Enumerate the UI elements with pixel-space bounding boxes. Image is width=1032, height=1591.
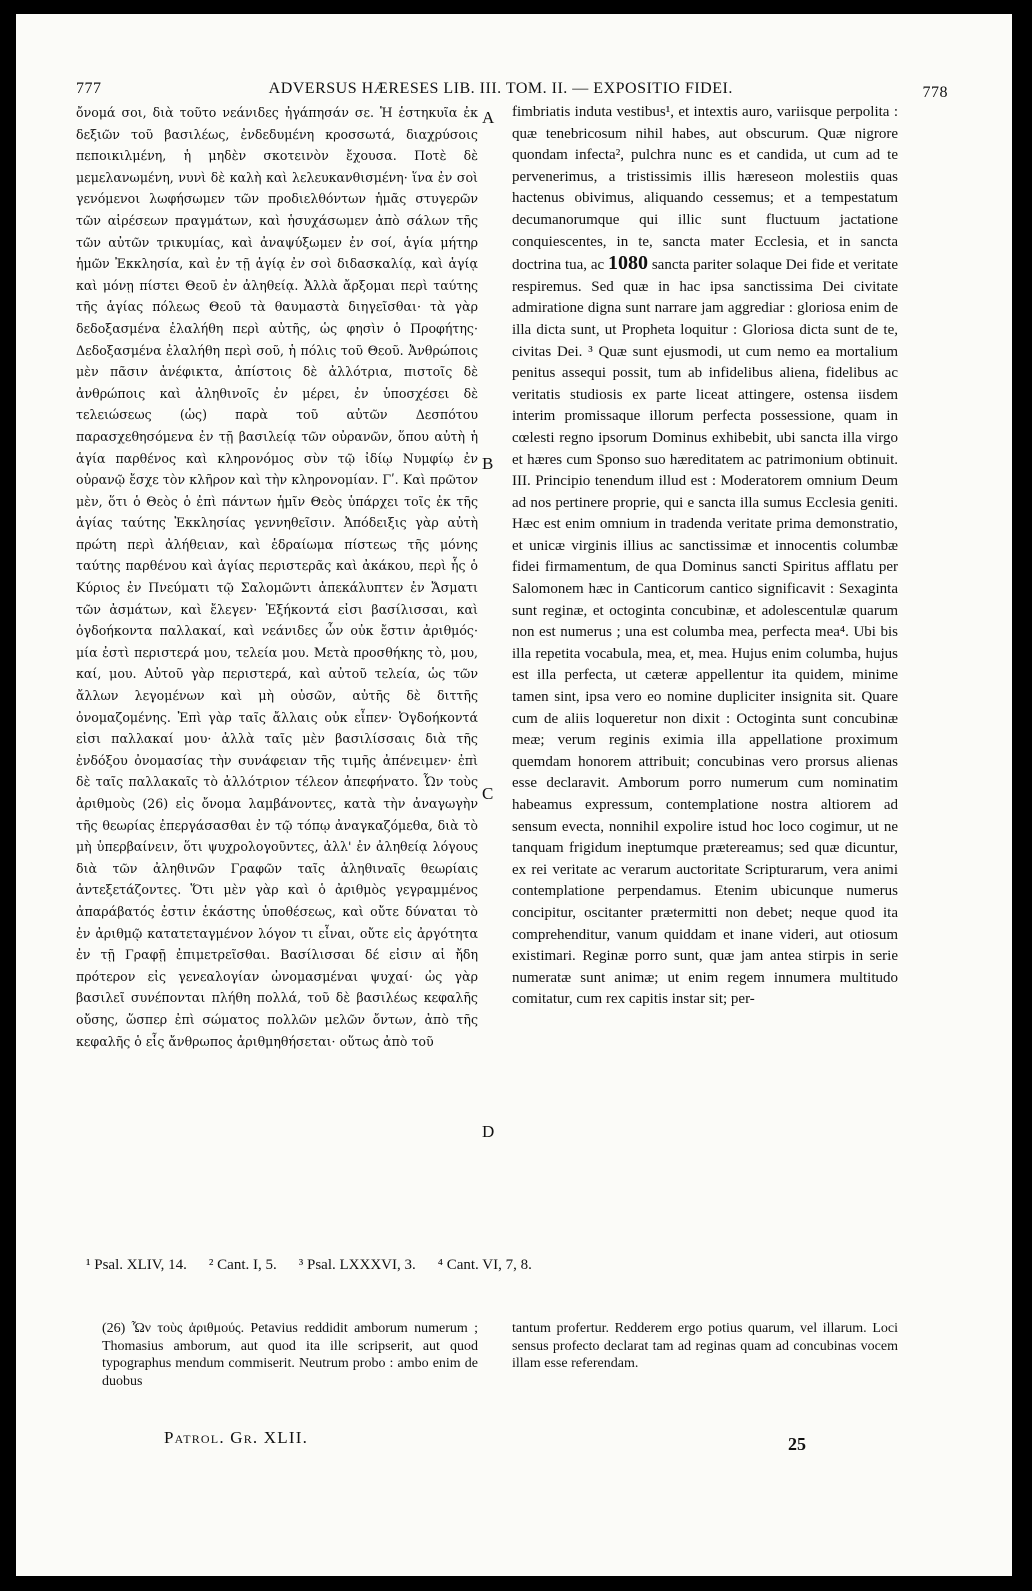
latin-text-part2: sancta pariter solaque Dei fide et veritate respiremus. Sed quæ in hac ipsa sanctissima Dei civitate admiratione digna sunt narrare jam aggrediar : gloriosa enim de illa dicta sunt, ut Propheta loquitur : Gloriosa dicta sunt de te, civitas Dei. ³ Quæ sunt ejusmodi, ut cum nemo ea mortalium penitus assequi possit, tum ab infidelibus aliena, fidelibus ac veritatis studiosis ex parte liceat attingere, ostensa iisdem interim promissaque illorum perfecta possessione, quam in cœlesti regno ipsorum Dominus exhibebit, ubi sancta illa virgo et hæres cum Sponso suo hæreditatem ac patrimonium obtinuit. III. Principio tenendum illud est : Moderatorem omnium Deum ad nos pertinere proprie, qui e sancta illa sumus Ecclesia geniti. Hæc est enim omnium in tradenda veritate prima demonstratio, et unicæ virginis illius ac sanctissimæ et innocentis columbæ fidei firmamentum, de qua Dominus sancti Spiritus afflatu per Salomonem hæc in Canticorum cantico significavit : Sexaginta sunt reginæ, et octoginta concubinæ, et adolescentulæ quarum non est numerus ; una est columba mea, perfecta mea⁴. Ubi bis illa repetita vocabula, mea, et, mea. Hujus enim columba, hujus est illa perfecta, ut cæteræ appellentur ita quidem, minime tamen sint, ipsa vero eo nomine dupliciter insignita sit. Quare cum de aliis loqueretur non dixit : Octoginta sunt concubinæ meæ; verum reginis eximia illa appellatione proximum quemdam honorem attribuit; concubinas vero prorsus alienas esse declaravit. Amborum porro numerum cum nominatim habeamus expressum, contemplatione nostra altiorem ad sensum evecta, nonnihil expolire istud hoc loco cogimur, ut ne tanquam frigidum ineptumque prætereamus; sed quæ dicuntur, ex rei veritate ac verarum auctoritate Scripturarum, vera animi contemplatione perpendamus. Etenim ubicunque numerus concipitur, oscitanter prætermitti non debet; neque quod ita comprehenditur, vanum quiddam et inane videri, aut otiosum existimari. Reginæ porro sunt, quæ jam antea stirpis in serie numeratæ sunt animæ; ut enim regem innumera multitudo comitatur, cum rex capitis instar sit; per- — [512, 257, 898, 1008]
footnote-2: ² Cant. I, 5. — [208, 1257, 277, 1273]
margin-marker-c: C — [482, 784, 494, 803]
page — [16, 14, 1012, 1576]
signature-number: 25 — [788, 1434, 806, 1454]
latin-text — [512, 102, 898, 1011]
margin-marker-a: A — [482, 108, 495, 127]
running-header — [76, 80, 948, 101]
margin-marker-b: B — [482, 454, 494, 473]
footnote-1: ¹ Psal. XLIV, 14. — [86, 1257, 187, 1273]
margin-marker-d: D — [482, 1122, 495, 1141]
page-number-left: 777 — [76, 80, 102, 97]
editor-note-left: (26) Ὧν τοὺς ἀριθμούς. Petavius reddidit amborum numerum ; Thomasius amborum, aut quod ita ille scripserit, aut quod typographus mendum commiserit. Neutrum probo : ambo enim de duobus — [102, 1321, 478, 1389]
column-number: 1080 — [608, 252, 649, 275]
footnote-3: ³ Psal. LXXXVI, 3. — [298, 1257, 416, 1273]
editor-note-right: tantum profertur. Redderem ergo potius quarum, vel illarum. Loci sensus profecto declarat tam ad reginas quam ad concubinas vocem illam esse referendam. — [512, 1321, 898, 1371]
greek-text: ὄνομά σοι, διὰ τοῦτο νεάνιδες ἠγάπησάν σε. Ἡ ἑστηκυῖα ἐκ δεξιῶν τοῦ βασιλέως, ἐνδεδυμένη κροσσωτά, διαχρύσοις πεποικιλμένη, ἡ μηδὲν σκοτεινὸν ἔχουσα. Ποτὲ δὲ μεμελανωμένη, νυνὶ δὲ καλὴ καὶ λελευκανθισμένη· ἵνα ἐν σοὶ γενόμενοι λωφήσωμεν τῶν προδιελθόντων ἡμᾶς στυγερῶν τῶν αἱρέσεων πραγμάτων, καὶ ἡσυχάσωμεν ἀπὸ σάλων τῆς τῶν αὐτῶν τρικυμίας, καὶ ἀναψύξωμεν ἐν σοί, ἁγία μήτηρ ἡμῶν Ἐκκλησία, καὶ ἐν τῇ ἁγίᾳ ἐν σοὶ διδασκαλίᾳ, καὶ ἁγίᾳ καὶ μόνῃ πίστει Θεοῦ ἐν ἀληθείᾳ. Ἀλλὰ ἄρξομαι περὶ ταύτης τῆς ἁγίας πόλεως Θεοῦ τὰ θαυμαστὰ διηγεῖσθαι· τὰ γὰρ δεδοξασμένα ἐλαλήθη περὶ αὐτῆς, ὡς φησὶν ὁ Προφήτης· Δεδοξασμένα ἐλαλήθη περὶ σοῦ, ἡ πόλις τοῦ Θεοῦ. Ἀνθρώποις μὲν πᾶσιν ἀνέφικτα, ἀπίστοις δὲ ἀλλότρια, πιστοῖς δὲ ἀνθρώποις καὶ ἀληθινοῖς ἐν μέρει, ἐν ὑποσχέσει δὲ τελειώσεως (ὡς) παρὰ τοῦ αὐτῶν Δεσπότου παρασχεθησόμενα ἐν τῇ βασιλείᾳ τῶν οὐρανῶν, ὅπου αὐτὴ ἡ ἁγία παρθένος καὶ κληρονόμος σὺν τῷ ἰδίῳ Νυμφίῳ ἐν οὐρανῷ ἔσχε τὸν κλῆρον καὶ τὴν κληρονομίαν. Γʹ. Καὶ πρῶτον μὲν, ὅτι ὁ Θεὸς ὁ ἐπὶ πάντων ἡμῖν Θεὸς ὑπάρχει τοῖς ἐκ τῆς ἁγίας ταύτης Ἐκκλησίας γεννηθεῖσιν. Ἀπόδειξις γὰρ αὐτὴ πρώτη περὶ ἀλήθειαν, καὶ ἑδραίωμα πίστεως τῆς μόνης ταύτης παρθένου καὶ ἁγίας περιστερᾶς καὶ ἀκάκου, περὶ ἧς ὁ Κύριος ἐν Πνεύματι τῷ Σαλομῶντι ἀπεκάλυπτεν ἐν Ἄσματι τῶν ἀσμάτων, καὶ ἔλεγεν· Ἑξήκοντά εἰσι βασίλισσαι, καὶ ὀγδοήκοντα παλλακαί, καὶ νεάνιδες ὧν οὐκ ἔστιν ἀριθμός· μία ἐστὶ περιστερά μου, τελεία μου. Μετὰ προσθήκης τὸ, μου, καί, μου. Αὐτοῦ γὰρ περιστερά, καὶ αὐτοῦ τελεία, ὡς τῶν ἄλλων λεγομένων καὶ μὴ οὐσῶν, αὐτῆς δὲ διττῆς ὀνομαζομένης. Ἐπὶ γὰρ ταῖς ἄλλαις οὐκ εἶπεν· Ὀγδοήκοντά εἰσι παλλακαί μου· ἀλλὰ ταῖς μὲν βασιλίσσαις διὰ τῆς ἐνδόξου ὀνομασίας τὴν συνάφειαν τῆς τιμῆς ἀπένειμεν· ἐπὶ δὲ ταῖς παλλακαῖς τὸ ἀλλότριον τέλεον ἀπεφήνατο. Ὧν τοὺς ἀριθμοὺς (26) εἰς ὄνομα λαμβάνοντες, κατὰ τὴν ἀναγωγὴν τῆς θεωρίας ἐπεργάσασθαι ἐν τῷ τόπῳ ἀναγκαζόμεθα, διὰ τὸ μὴ ὑπερβαίνειν, ὅτι ψυχρολογοῦντες, ἀλλ' ἐν ἀληθείᾳ λόγους διὰ τῶν ἀληθινῶν Γραφῶν ταῖς ἀληθιναῖς θεωρίαις ἀντεξετάζοντες. Ὅτι μὲν γὰρ καὶ ὁ ἀριθμὸς γεγραμμένος ἀπαράβατός ἐστιν ἑκάστης ὑποθέσεως, καὶ οὔτε δύναται τὸ ἐν ἀριθμῷ κατατεταγμένον λόγον τι εἶναι, οὔτε εἰς ἀργότητα ἐν τῇ Γραφῇ ἐπιμετρεῖσθαι. Βασίλισσαι δέ εἰσιν αἱ ἤδη πρότερον εἰς γενεαλογίαν ὠνομασμέναι ψυχαί· ὡς γὰρ βασιλεῖ συνέπονται πλήθη πολλά, τοῦ δὲ βασιλέως κεφαλῆς οὔσης, ὥσπερ ἐπὶ σώματος πολλῶν μελῶν ὄντων, ἀπὸ τῆς κεφαλῆς ὁ εἷς ἄνθρωπος ἀριθμηθήσεται· οὕτως ἀπὸ τοῦ — [76, 105, 478, 1049]
series-signature: Patrol. Gr. XLII. — [164, 1428, 309, 1447]
page-number-right: 778 — [922, 84, 948, 101]
latin-text-part1: fimbriatis induta vestibus¹, et intextis auro, variisque perpolita : quæ tenebricosum nihil habes, aut obscurum. Quæ nigrore quondam infecta², pulchra nunc es et candida, ut cum ad te pervenerimus, a tristissimis illis hæreseon molestiis quas hactenus obivimus, aliquando cessemus; et a tempestatum decumanorumque qui illic sunt fluctuum jactatione conquiescentes, in te, sancta mater Ecclesia, et in sancta doctrina tua, ac — [512, 104, 898, 274]
footnote-4: ⁴ Cant. VI, 7, 8. — [437, 1257, 532, 1273]
latin-column — [512, 102, 898, 1011]
greek-column — [76, 102, 478, 1052]
footnotes — [86, 1257, 886, 1274]
running-title: ADVERSUS HÆRESES LIB. III. TOM. II. — EXPOSITIO FIDEI. — [268, 80, 733, 97]
